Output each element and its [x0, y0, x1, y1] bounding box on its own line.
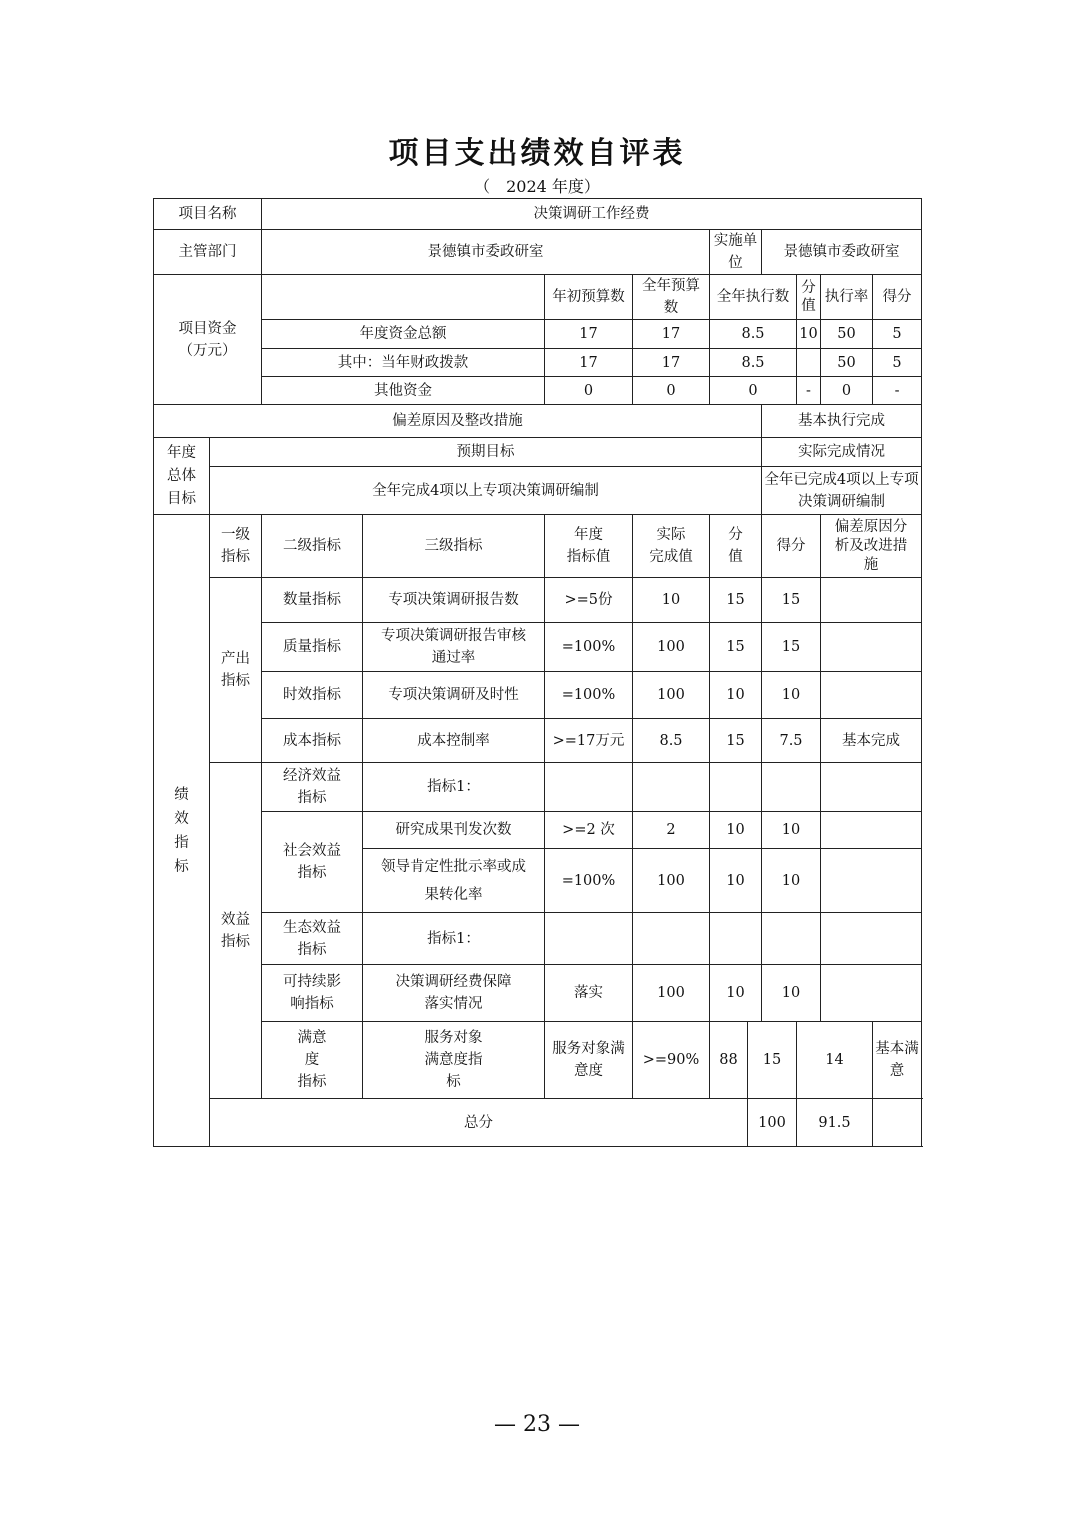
perf-row-actual: 8.5 [633, 719, 710, 763]
perf-row-l2: 生态效益 指标 [262, 913, 363, 965]
funds-row-score: - [873, 377, 922, 405]
perf-row-weight: 10 [710, 849, 762, 913]
perf-header-weight: 分 值 [710, 515, 762, 578]
perf-row-weight [710, 763, 762, 812]
funds-row-score: 5 [873, 349, 922, 377]
perf-row [154, 763, 922, 812]
perf-row [154, 1022, 922, 1099]
annual-expected-value: 全年完成4项以上专项决策调研编制 [210, 467, 762, 515]
unit-label: 实施单位 [710, 230, 762, 275]
perf-row [154, 719, 922, 763]
funds-header-init: 年初预算数 [545, 275, 633, 320]
perf-row-l3: 领导肯定性批示率或成 果转化率 [363, 849, 545, 913]
page-number: — 23 — [494, 1412, 580, 1437]
row-perf-header [154, 515, 922, 578]
funds-header-rate: 执行率 [821, 275, 873, 320]
funds-header-blank [262, 275, 545, 320]
perf-row-weight [710, 913, 762, 965]
benefit-label: 效益 指标 [210, 763, 262, 1099]
perf-row-weight: 10 [710, 965, 762, 1022]
perf-header-reason: 偏差原因分 析及改进措 施 [821, 515, 922, 578]
deviation-value: 基本执行完成 [762, 405, 922, 438]
unit-value: 景德镇市委政研室 [762, 230, 922, 275]
perf-row-actual: 100 [633, 965, 710, 1022]
perf-row-weight: 15 [710, 623, 762, 672]
row-total [154, 1099, 922, 1147]
perf-row [154, 965, 922, 1022]
perf-header-l1: 一级 指标 [210, 515, 262, 578]
perf-row-score [762, 913, 821, 965]
satisfaction-label: 满意 度 指标 [262, 1022, 363, 1099]
perf-row-target [545, 763, 633, 812]
funds-row-score: 5 [873, 320, 922, 349]
perf-row-weight: 15 [748, 1022, 797, 1099]
perf-row-reason [821, 623, 922, 672]
perf-header-l2: 二级指标 [262, 515, 363, 578]
perf-row-score [762, 763, 821, 812]
row-annual-header [154, 438, 922, 467]
perf-row-reason [821, 672, 922, 719]
perf-row-l2: 社会效益 指标 [262, 812, 363, 913]
perf-row-weight: 10 [710, 812, 762, 849]
perf-row-score: 15 [762, 623, 821, 672]
row-funds-header [154, 275, 922, 320]
perf-row-reason [821, 578, 922, 623]
perf-label: 绩 效 指 标 [154, 515, 210, 1147]
perf-row-l2: 时效指标 [262, 672, 363, 719]
perf-row-l2: 服务对象 满意度指 标 [363, 1022, 545, 1099]
perf-row-target: >=2 次 [545, 812, 633, 849]
perf-row-l3: 专项决策调研报告数 [363, 578, 545, 623]
row-deviation [154, 405, 922, 438]
perf-row-l3: 研究成果刊发次数 [363, 812, 545, 849]
funds-row [154, 349, 922, 377]
perf-row-reason: 基本完成 [821, 719, 922, 763]
funds-row-rate: 50 [821, 349, 873, 377]
perf-row-target: =100% [545, 672, 633, 719]
perf-row-actual: 100 [633, 623, 710, 672]
perf-row-score: 10 [762, 849, 821, 913]
deviation-label: 偏差原因及整改措施 [154, 405, 762, 438]
perf-row-actual: 10 [633, 578, 710, 623]
perf-row-actual [633, 763, 710, 812]
funds-row-full: 17 [633, 349, 710, 377]
perf-row [154, 623, 922, 672]
perf-row-target: >=90% [633, 1022, 710, 1099]
perf-row-l2: 经济效益 指标 [262, 763, 363, 812]
perf-header-l3: 三级指标 [363, 515, 545, 578]
total-score: 91.5 [797, 1099, 873, 1147]
perf-row-score: 10 [762, 965, 821, 1022]
funds-row-weight: 10 [797, 320, 821, 349]
perf-row-weight: 15 [710, 719, 762, 763]
perf-row [154, 913, 922, 965]
total-reason [873, 1099, 922, 1147]
perf-row-score: 14 [797, 1022, 873, 1099]
funds-row-init: 17 [545, 349, 633, 377]
funds-row-weight [797, 349, 821, 377]
perf-row-reason [821, 849, 922, 913]
funds-row-rate: 0 [821, 377, 873, 405]
funds-row-init: 17 [545, 320, 633, 349]
perf-row-target: >=17万元 [545, 719, 633, 763]
row-department [154, 230, 922, 275]
perf-row-l2: 可持续影 响指标 [262, 965, 363, 1022]
perf-row-reason [821, 913, 922, 965]
funds-row-exec: 8.5 [710, 320, 797, 349]
perf-row [154, 578, 922, 623]
perf-header-actual: 实际 完成值 [633, 515, 710, 578]
perf-row-actual: 2 [633, 812, 710, 849]
perf-row-actual [633, 913, 710, 965]
annual-label: 年度 总体 目标 [154, 438, 210, 515]
perf-row-target: 落实 [545, 965, 633, 1022]
perf-header-target: 年度 指标值 [545, 515, 633, 578]
output-label: 产出 指标 [210, 578, 262, 763]
perf-row-target: >=5份 [545, 578, 633, 623]
funds-row-full: 17 [633, 320, 710, 349]
funds-label: 项目资金 （万元） [154, 275, 262, 405]
project-name-value: 决策调研工作经费 [262, 199, 922, 230]
funds-row-rate: 50 [821, 320, 873, 349]
document-title: 项目支出绩效自评表 [388, 136, 686, 171]
dept-label: 主管部门 [154, 230, 262, 275]
perf-row-reason: 基本满意 [873, 1022, 922, 1099]
evaluation-table [153, 198, 922, 1147]
row-annual-values [154, 467, 922, 515]
perf-row-target [545, 913, 633, 965]
perf-row-reason [821, 812, 922, 849]
perf-row-score: 15 [762, 578, 821, 623]
perf-row-l2: 成本指标 [262, 719, 363, 763]
funds-row [154, 320, 922, 349]
perf-row-reason [821, 763, 922, 812]
annual-actual-header: 实际完成情况 [762, 438, 922, 467]
funds-header-score: 得分 [873, 275, 922, 320]
perf-row-l3: 决策调研经费保障 落实情况 [363, 965, 545, 1022]
evaluation-table-wrapper [153, 198, 922, 1147]
perf-row-weight: 15 [710, 578, 762, 623]
perf-row-l3: 指标1： [363, 913, 545, 965]
perf-row-l3: 成本控制率 [363, 719, 545, 763]
perf-row-l2: 质量指标 [262, 623, 363, 672]
funds-row-label: 其中：当年财政拨款 [262, 349, 545, 377]
funds-row-label: 其他资金 [262, 377, 545, 405]
row-project-name [154, 199, 922, 230]
funds-row-full: 0 [633, 377, 710, 405]
perf-header-score: 得分 [762, 515, 821, 578]
total-weight: 100 [748, 1099, 797, 1147]
perf-row-l2: 数量指标 [262, 578, 363, 623]
perf-row-actual: 100 [633, 849, 710, 913]
funds-header-exec: 全年执行数 [710, 275, 797, 320]
perf-row-target: =100% [545, 623, 633, 672]
total-label: 总分 [210, 1099, 748, 1147]
perf-row-target: =100% [545, 849, 633, 913]
perf-row-l3: 专项决策调研及时性 [363, 672, 545, 719]
funds-row [154, 377, 922, 405]
perf-row-score: 10 [762, 812, 821, 849]
funds-row-label: 年度资金总额 [262, 320, 545, 349]
funds-row-weight: - [797, 377, 821, 405]
funds-row-exec: 8.5 [710, 349, 797, 377]
perf-row-actual: 88 [710, 1022, 748, 1099]
perf-row-weight: 10 [710, 672, 762, 719]
perf-row-l3: 服务对象满意度 [545, 1022, 633, 1099]
funds-header-full: 全年预算数 [633, 275, 710, 320]
project-name-label: 项目名称 [154, 199, 262, 230]
annual-expected-header: 预期目标 [210, 438, 762, 467]
annual-actual-value: 全年已完成4项以上专项决策调研编制 [762, 467, 922, 515]
document-year: （ 2024 年度） [474, 177, 600, 196]
dept-value: 景德镇市委政研室 [262, 230, 710, 275]
funds-row-init: 0 [545, 377, 633, 405]
perf-row-l3: 指标1： [363, 763, 545, 812]
funds-row-exec: 0 [710, 377, 797, 405]
perf-row [154, 672, 922, 719]
perf-row-l3: 专项决策调研报告审核 通过率 [363, 623, 545, 672]
perf-row-score: 10 [762, 672, 821, 719]
perf-row-actual: 100 [633, 672, 710, 719]
perf-row [154, 812, 922, 849]
perf-row-reason [821, 965, 922, 1022]
funds-header-weight: 分值 [797, 275, 821, 320]
perf-row-score: 7.5 [762, 719, 821, 763]
